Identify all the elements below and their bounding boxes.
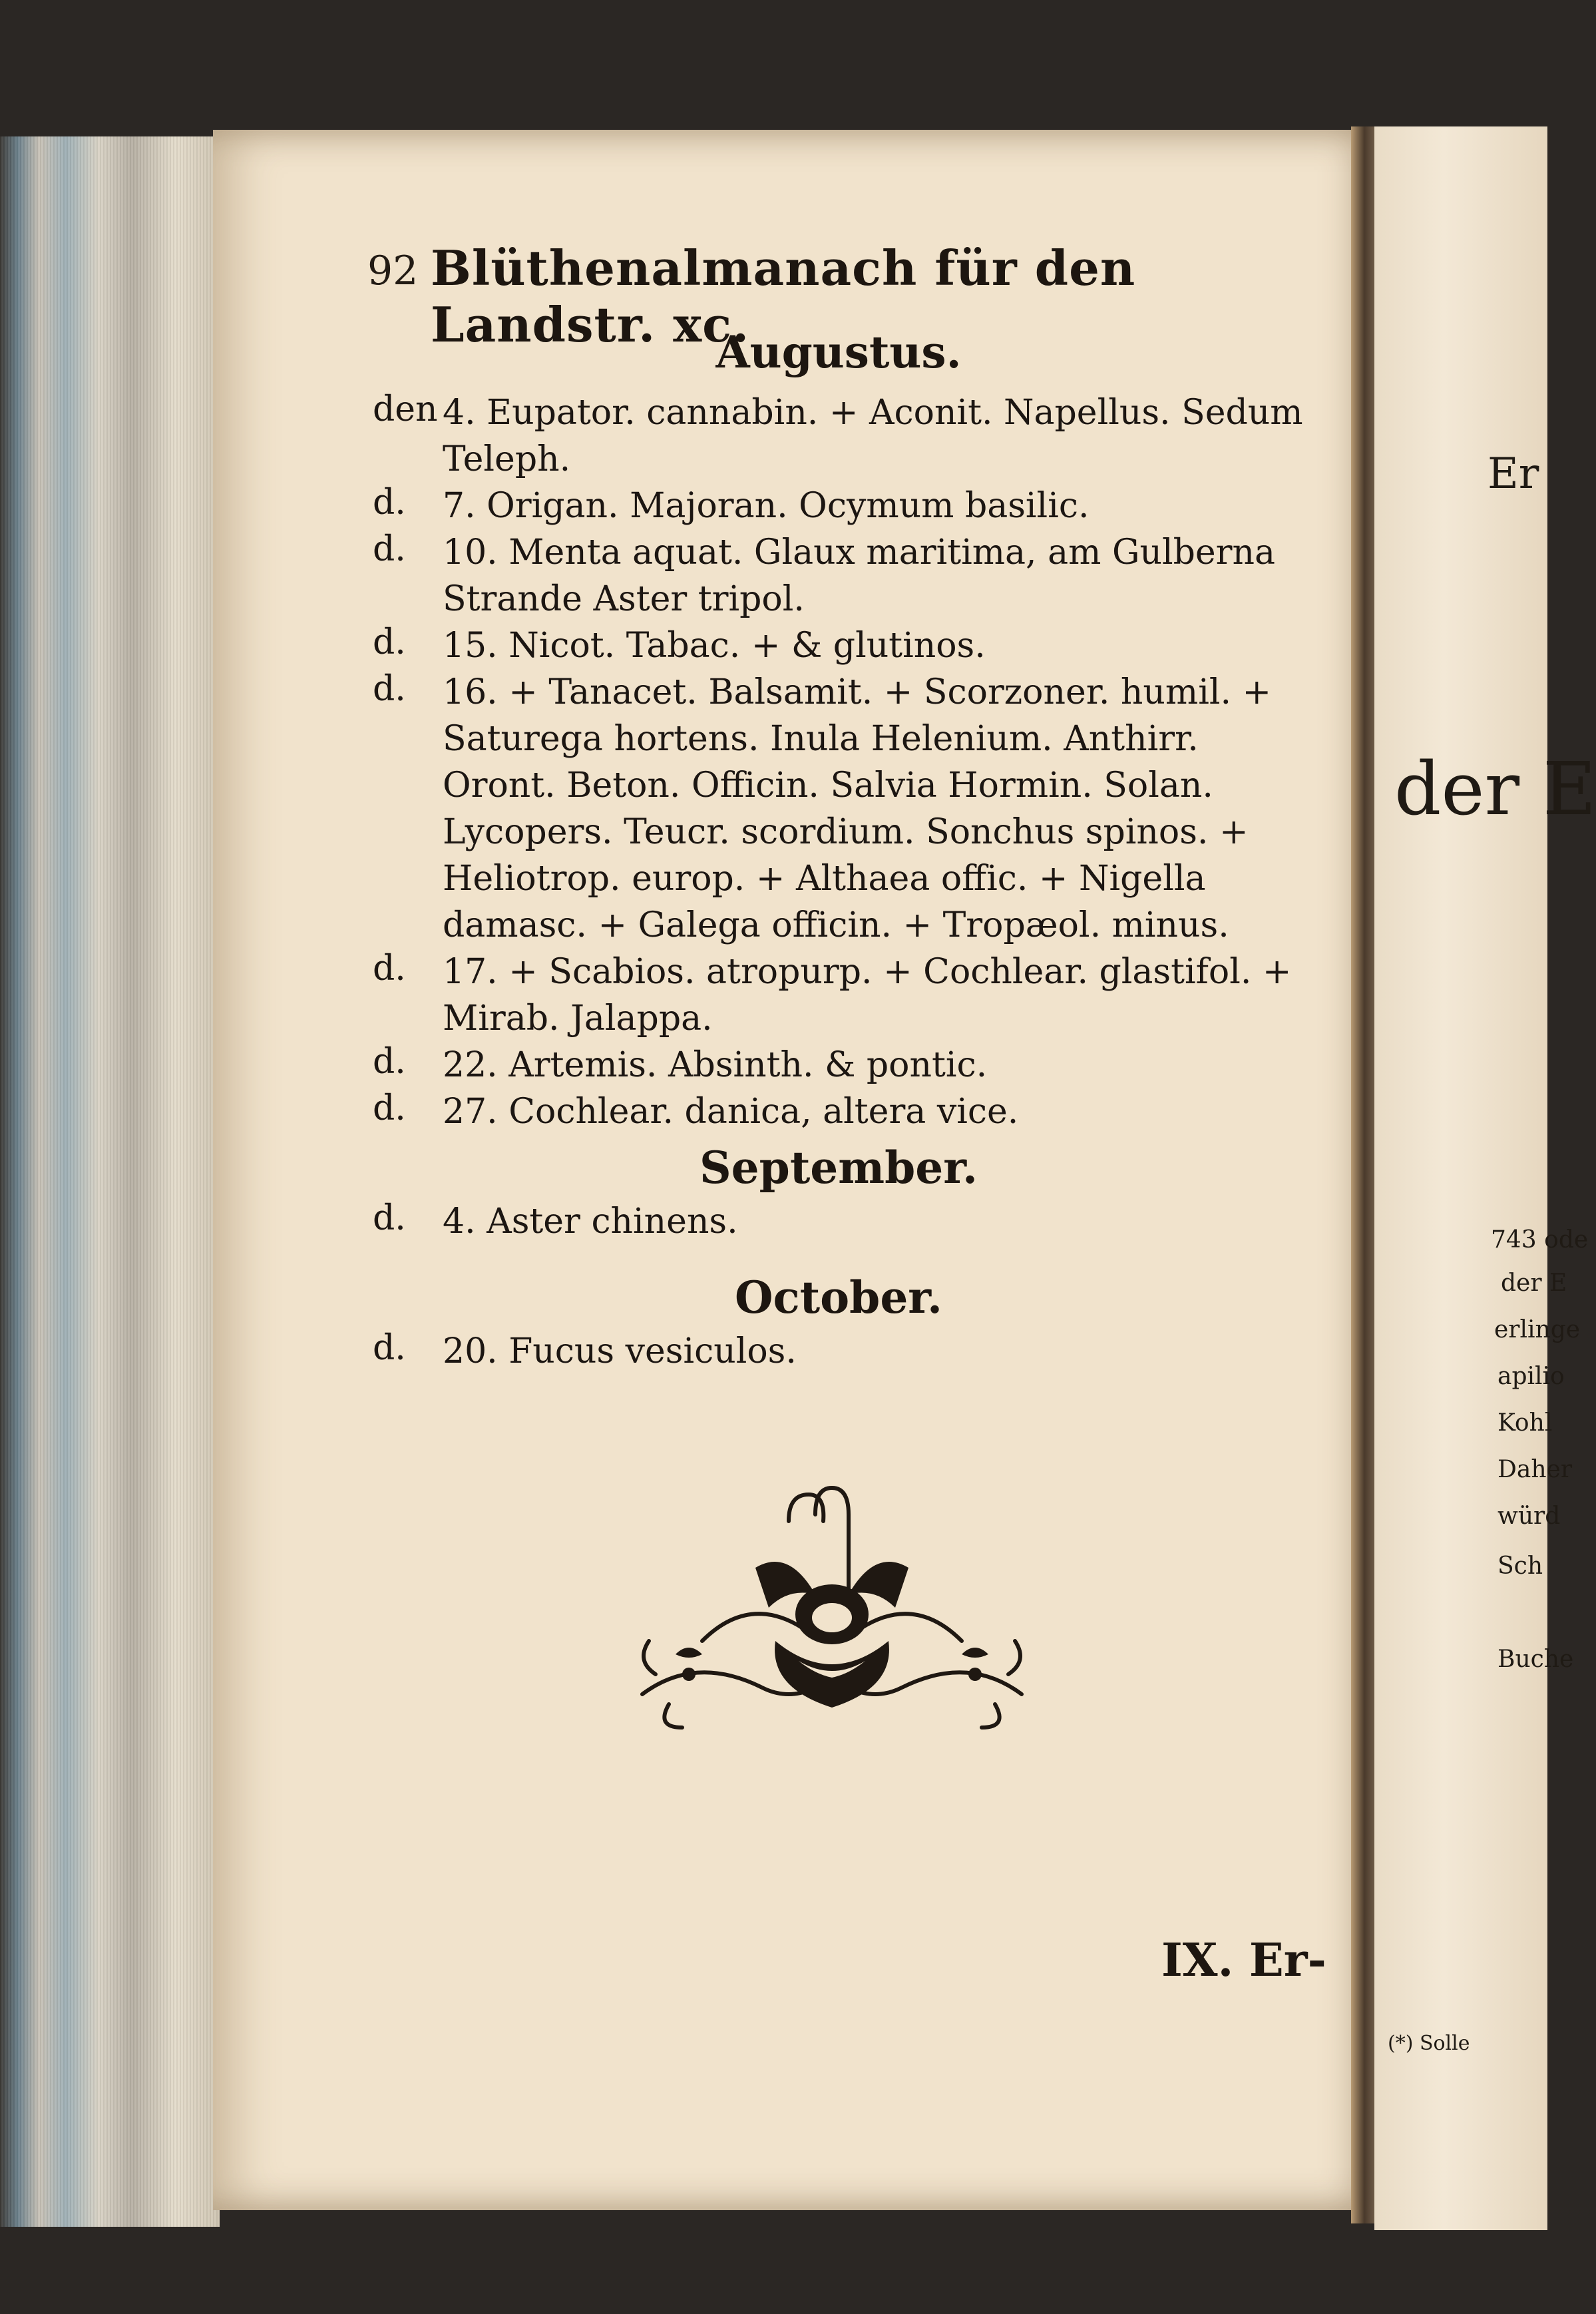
calendar-entry [373, 1328, 1318, 1375]
entry-text: 10. Menta aquat. Glaux maritima, am Gulberna Strande Aster tripol. [443, 533, 1276, 619]
entry-text: 27. Cochlear. danica, altera vice. [443, 1092, 1019, 1132]
entry-label: d. [373, 1328, 406, 1368]
facing-line: Daher [1497, 1456, 1573, 1483]
month-heading-august: Augustus. [715, 326, 962, 378]
entry-text: 4. Eupator. cannabin. + Aconit. Napellus. Sedum Teleph. [443, 393, 1303, 479]
facing-line: würd [1497, 1503, 1561, 1530]
entry-text: 20. Fucus vesiculos. [443, 1331, 797, 1371]
entry-text: 16. + Tanacet. Balsamit. + Scorzoner. humil. + Saturega hortens. Inula Helenium. Anthirr. Oront. Beton. Officin. Salvia Hormin. Solan. Lycopers. Teucr. scordium. Sonchus spinos. + Heliotrop. europ. + Althaea offic. + Nigella damasc. + Galega officin. + Tropæol. minus. [443, 672, 1272, 945]
calendar-entry [373, 1088, 1318, 1135]
facing-line: Kohl [1497, 1409, 1553, 1437]
facing-line: der E [1501, 1270, 1567, 1297]
facing-line: Sch [1497, 1552, 1543, 1580]
calendar-entry [373, 622, 1318, 669]
book-gutter [1351, 126, 1378, 2223]
facing-headline-1: Er [1488, 449, 1539, 499]
page-number: 92 [367, 248, 419, 294]
entry-label: d. [373, 1042, 406, 1082]
facing-page [1374, 126, 1596, 2230]
entry-label: d. [373, 622, 406, 662]
facing-line: Buche [1497, 1646, 1574, 1673]
entry-label: den [373, 389, 438, 429]
entry-label: d. [373, 1198, 406, 1238]
september-entries [373, 1198, 1318, 1245]
entry-label: d. [373, 483, 406, 523]
calendar-entry [373, 483, 1318, 529]
calendar-entry [373, 1198, 1318, 1245]
entry-text: 22. Artemis. Absinth. & pontic. [443, 1045, 988, 1085]
entry-label: d. [373, 669, 406, 709]
pelican-vignette-icon [616, 1475, 1048, 1754]
october-entries [373, 1328, 1318, 1375]
entry-label: d. [373, 529, 406, 569]
entry-text: 17. + Scabios. atropurp. + Cochlear. glastifol. + Mirab. Jalappa. [443, 952, 1292, 1039]
calendar-entry [373, 529, 1318, 622]
facing-footnote: (*) Solle [1388, 2032, 1470, 2055]
catchword: IX. Er- [1161, 1934, 1326, 1987]
page-edges [0, 136, 220, 2227]
calendar-entry [373, 1042, 1318, 1088]
facing-line: 743 ode [1491, 1226, 1589, 1254]
august-entries [373, 389, 1318, 1135]
calendar-entry [373, 669, 1318, 949]
facing-line: erlinge [1494, 1316, 1581, 1343]
running-title: Blüthenalmanach für den Landstr. xc. [431, 240, 1136, 353]
facing-line: apilio [1497, 1363, 1565, 1390]
entry-text: 15. Nicot. Tabac. + & glutinos. [443, 626, 986, 666]
month-heading-september: September. [699, 1142, 978, 1194]
calendar-entry [373, 389, 1318, 483]
facing-headline-2: der E [1394, 746, 1596, 831]
entry-label: d. [373, 949, 406, 989]
entry-text: 4. Aster chinens. [443, 1202, 738, 1242]
entry-text: 7. Origan. Majoran. Ocymum basilic. [443, 486, 1090, 526]
calendar-entry [373, 949, 1318, 1042]
month-heading-october: October. [734, 1272, 943, 1323]
entry-label: d. [373, 1088, 406, 1128]
